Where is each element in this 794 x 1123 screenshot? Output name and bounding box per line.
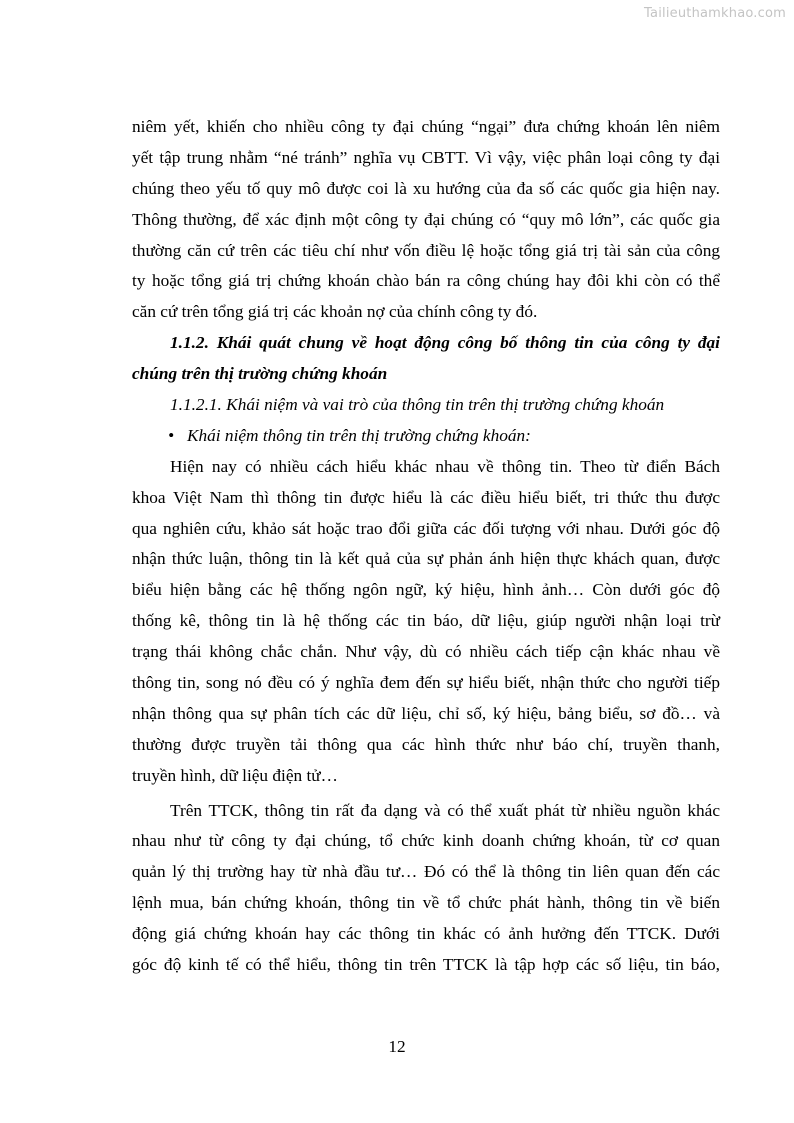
watermark: Tailieuthamkhao.com xyxy=(644,6,786,21)
heading-line: 1.1.2. Khái quát chung về hoạt động công bố thông tin của công ty đại xyxy=(170,333,720,353)
bullet-icon: • xyxy=(168,425,175,445)
text-line: biểu hiện bằng các hệ thống ngôn ngữ, ký hiệu, hình ảnh… Còn dưới góc độ xyxy=(132,580,720,600)
text-line: khoa Việt Nam thì thông tin được hiểu là các điều hiểu biết, tri thức thu được xyxy=(132,487,720,507)
subsection-heading: 1.1.2.1. Khái niệm và vai trò của thông tin trên thị trường chứng khoán xyxy=(170,395,665,415)
document-body xyxy=(132,112,720,981)
bullet-text: Khái niệm thông tin trên thị trường chứng khoán: xyxy=(187,425,531,445)
text-line: Trên TTCK, thông tin rất đa dạng và có thể xuất phát từ nhiều nguồn khác xyxy=(170,800,720,820)
text-line: chúng theo yếu tố quy mô được coi là xu hướng của đa số các quốc gia hiện nay. xyxy=(132,178,720,198)
text-line: thường căn cứ trên các tiêu chí như vốn điều lệ hoặc tổng giá trị tài sản của công xyxy=(132,240,720,260)
text-line: thông tin, song nó đều có ý nghĩa đem đến sự hiểu biết, nhận thức cho người tiếp xyxy=(132,673,720,693)
text-line: thống kê, thông tin là hệ thống các tin báo, dữ liệu, giúp người nhận loại trừ xyxy=(132,611,720,631)
text-line: truyền hình, dữ liệu điện tử… xyxy=(132,765,338,785)
text-line: ty hoặc tổng giá trị chứng khoán chào bán ra công chúng hay đôi khi còn có thể xyxy=(132,271,720,291)
text-line: niêm yết, khiến cho nhiều công ty đại chúng “ngại” đưa chứng khoán lên niêm xyxy=(132,117,720,136)
text-line: nhận thức luận, thông tin là kết quả của sự phản ánh hiện thực khách quan, được xyxy=(132,549,720,569)
text-line: quản lý thị trường hay từ nhà đầu tư… Đó có thể là thông tin liên quan đến các xyxy=(132,862,720,882)
text-line: yết tập trung nhằm “né tránh” nghĩa vụ CBTT. Vì vậy, việc phân loại công ty đại xyxy=(132,147,720,167)
text-line: căn cứ trên tổng giá trị các khoản nợ của chính công ty đó. xyxy=(132,302,538,322)
text-line: nhận thông qua sự phân tích các dữ liệu, chỉ số, ký hiệu, bảng biểu, sơ đồ… và xyxy=(132,703,720,723)
text-line: qua nghiên cứu, khảo sát hoặc trao đổi giữa các đối tượng với nhau. Dưới góc độ xyxy=(132,518,720,538)
bullet-item xyxy=(132,421,720,452)
text-line: lệnh mua, bán chứng khoán, thông tin về tổ chức phát hành, thông tin về biến xyxy=(132,893,720,913)
page-number: 12 xyxy=(388,1037,406,1056)
section-heading xyxy=(132,328,720,390)
paragraph-2 xyxy=(132,452,720,792)
paragraph-3 xyxy=(132,796,720,981)
paragraph-1 xyxy=(132,112,720,328)
text-line: Thông thường, để xác định một công ty đại chúng có “quy mô lớn”, các quốc gia xyxy=(132,209,720,229)
heading-line: chúng trên thị trường chứng khoán xyxy=(132,364,388,384)
text-line: trạng thái không chắc chắn. Như vậy, dù có nhiều cách tiếp cận khác nhau về xyxy=(132,642,720,662)
text-line: thường được truyền tải thông qua các hình thức như báo chí, truyền thanh, xyxy=(132,734,720,754)
text-line: góc độ kinh tế có thể hiểu, thông tin trên TTCK là tập hợp các số liệu, tin báo, xyxy=(132,955,720,975)
text-line: động giá chứng khoán hay các thông tin khác có ảnh hưởng đến TTCK. Dưới xyxy=(132,924,720,944)
text-line: nhau như từ công ty đại chúng, tổ chức kinh doanh chứng khoán, từ cơ quan xyxy=(132,831,720,851)
text-line: Hiện nay có nhiều cách hiểu khác nhau về thông tin. Theo từ điển Bách xyxy=(170,456,720,476)
